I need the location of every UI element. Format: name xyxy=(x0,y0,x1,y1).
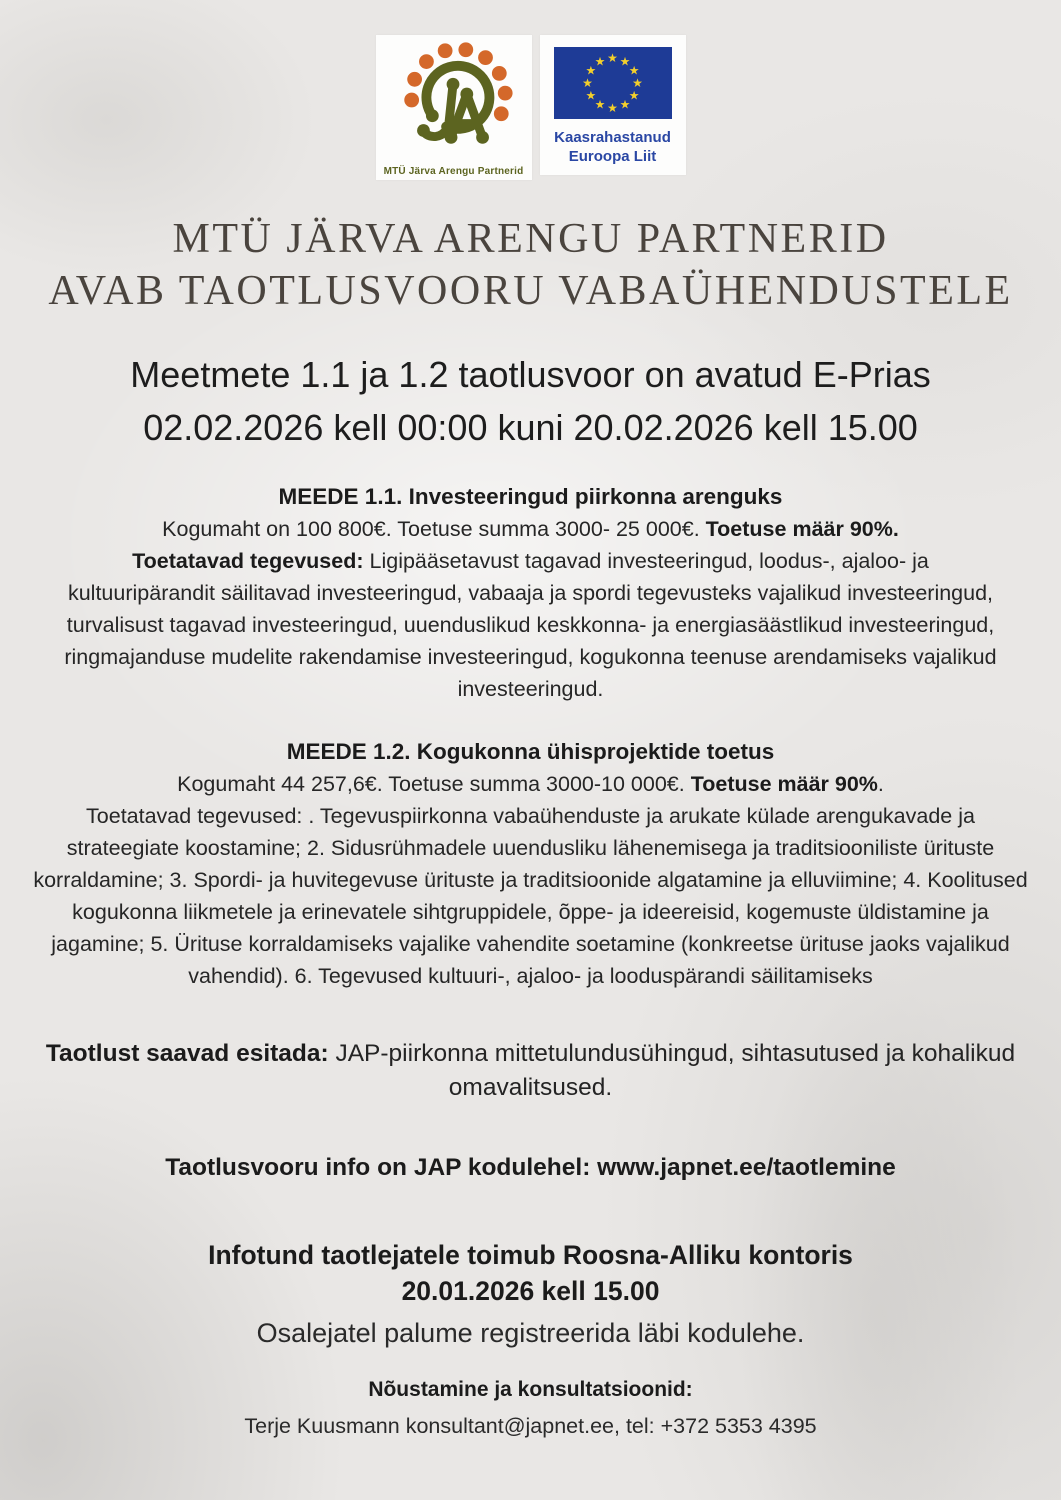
eu-flag-icon: ★ ★ ★ ★ ★ ★ ★ ★ ★ ★ ★ ★ xyxy=(554,47,672,119)
subtitle-line1: Meetmete 1.1 ja 1.2 taotlusvoor on avatud E-Prias xyxy=(130,354,931,395)
eu-logo-box xyxy=(540,35,686,175)
subtitle-line2: 02.02.2026 kell 00:00 kuni 20.02.2026 kell 15.00 xyxy=(143,407,918,448)
eligible-applicants: Taotlust saavad esitada: JAP-piirkonna mittetulundusühingud, sihtasutused ja kohalikud omavalitsused. xyxy=(45,1040,1016,1101)
eu-logo-caption: Kaasrahastanud Euroopa Liit xyxy=(554,129,671,165)
section-meede-1-2 xyxy=(28,736,1033,992)
info-session-line3: Osalejatel palume registreerida läbi kodulehe. xyxy=(256,1318,805,1348)
jap-logo-box xyxy=(376,35,532,180)
meede-1-2-amounts: Kogumaht 44 257,6€. Toetuse summa 3000-10 000€. Toetuse määr 90%. xyxy=(177,772,884,796)
jap-logo-caption: MTÜ Järva Arengu Partnerid xyxy=(383,166,524,177)
contact-line: Terje Kuusmann konsultant@japnet.ee, tel: +372 5353 4395 xyxy=(244,1414,817,1438)
meede-1-1-amounts: Kogumaht on 100 800€. Toetuse summa 3000- 25 000€. Toetuse määr 90%. xyxy=(162,517,899,541)
subtitle xyxy=(0,348,1061,454)
info-session xyxy=(31,1237,1031,1349)
meede-1-1-activities: Toetatavad tegevused: Ligipääsetavust tagavad investeeringud, loodus-, ajaloo- ja kultuuripärandit säilitavad investeeringud, vabaaja ja spordi tegevusteks vajalikud investeeringud, turvalisust tagavad investeeringud, uuenduslikud keskkonna- ja energiasäästlikud investeeringud, ringmajanduse mudelite rakendamise investeeringud, kogukonna teenuse arendamiseks vajalikud investeeringud. xyxy=(64,549,997,701)
section-meede-1-1 xyxy=(63,481,998,705)
info-session-line1: Infotund taotlejatele toimub Roosna-Alliku kontoris xyxy=(208,1240,853,1270)
jap-logo-icon xyxy=(390,35,518,168)
page-title-line2: AVAB TAOTLUSVOORU VABAÜHENDUSTELE xyxy=(48,268,1013,314)
logo-row xyxy=(0,0,1061,180)
contact-block xyxy=(31,1378,1031,1439)
info-session-line2: 20.01.2026 kell 15.00 xyxy=(401,1276,660,1306)
info-website-line: Taotlusvooru info on JAP kodulehel: www.japnet.ee/taotlemine xyxy=(165,1154,896,1181)
page-title xyxy=(0,213,1061,317)
page-title-line1: MTÜ JÄRVA ARENGU PARTNERID xyxy=(172,216,889,262)
meede-1-2-heading: MEEDE 1.2. Kogukonna ühisprojektide toetus xyxy=(286,739,775,764)
meede-1-1-heading: MEEDE 1.1. Investeeringud piirkonna arenguks xyxy=(278,484,783,509)
meede-1-2-activities: Toetatavad tegevused: . Tegevuspiirkonna vabaühenduste ja arukate külade arengukavade ja strateegiate koostamine; 2. Sidusrühmadele uuendusliku lähenemisega ja traditsiooniliste ürituste korraldamine; 3. Spordi- ja huvitegevuse ürituste ja traditsioonide algatamine ja elluviimine; 4. Koolitused kogukonna liikmetele ja erinevatele sihtgruppidele, õppe- ja ideereisid, kogemuste üldistamine ja jagamine; 5. Ürituse korraldamiseks vajalike vahendite soetamine (konkreetse ürituse jaoks vajalikud vahendid). 6. Tegevused kultuuri-, ajaloo- ja looduspärandi säilitamiseks xyxy=(33,804,1028,988)
contact-heading: Nõustamine ja konsultatsioonid: xyxy=(368,1378,693,1401)
